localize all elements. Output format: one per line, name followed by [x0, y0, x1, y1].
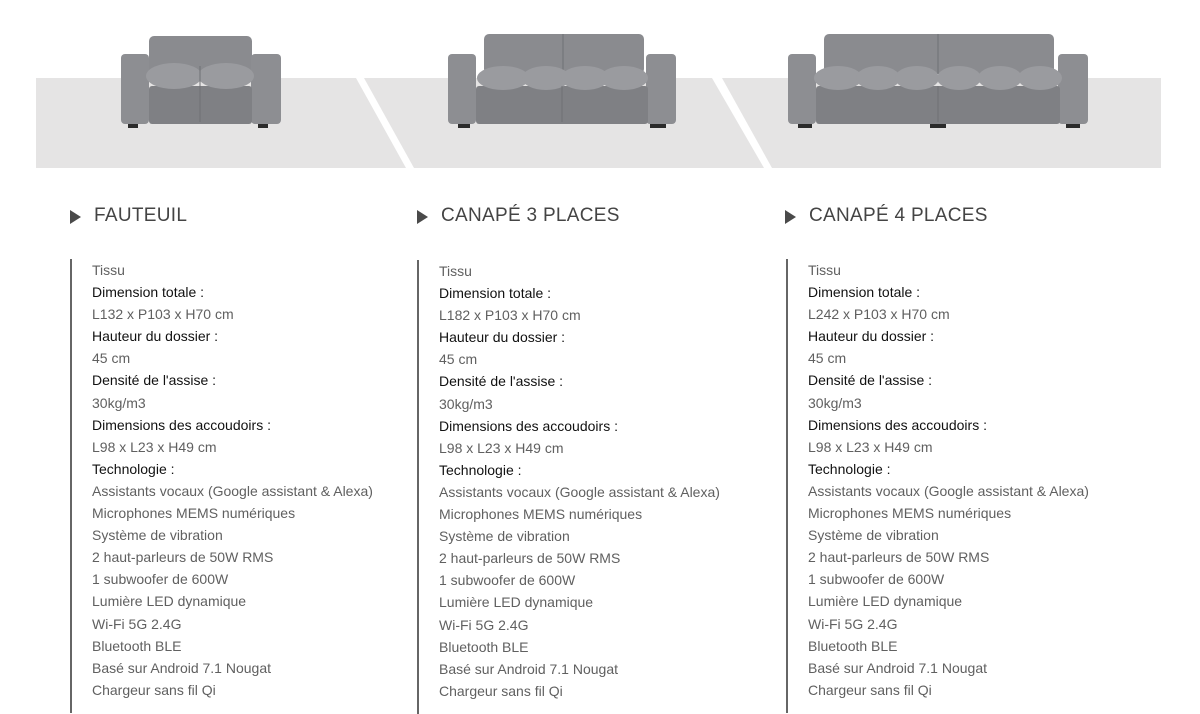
- spec-value: 30kg/m3: [439, 395, 493, 412]
- spec-value: Microphones MEMS numériques: [439, 506, 643, 523]
- product-title: [70, 200, 187, 232]
- spec-label: Hauteur du dossier :: [92, 328, 219, 345]
- spec-value: Bluetooth BLE: [439, 638, 529, 655]
- spec-value: Lumière LED dynamique: [439, 594, 594, 611]
- spec-value: Système de vibration: [439, 528, 570, 545]
- spec-value: Basé sur Android 7.1 Nougat: [92, 659, 272, 676]
- spec-value: Bluetooth BLE: [92, 637, 182, 654]
- spec-value: 45 cm: [92, 350, 131, 367]
- spec-value: 2 haut-parleurs de 50W RMS: [92, 549, 274, 566]
- spec-value: 2 haut-parleurs de 50W RMS: [439, 550, 621, 567]
- spec-value: 2 haut-parleurs de 50W RMS: [808, 549, 990, 566]
- product-column-canape-3-places: [417, 200, 620, 232]
- spec-value: Chargeur sans fil Qi: [808, 681, 932, 698]
- product-title: [417, 200, 620, 232]
- spec-value: 30kg/m3: [808, 394, 862, 411]
- spec-value: Wi-Fi 5G 2.4G: [439, 616, 529, 633]
- spec-label: Technologie :: [808, 460, 891, 477]
- product-banner: [0, 0, 1200, 180]
- triangle-right-icon: [417, 210, 428, 224]
- spec-value: L98 x L23 x H49 cm: [92, 438, 217, 455]
- spec-value: Wi-Fi 5G 2.4G: [92, 615, 182, 632]
- spec-value: 1 subwoofer de 600W: [808, 571, 945, 588]
- spec-value: Lumière LED dynamique: [92, 593, 247, 610]
- spec-value: 30kg/m3: [92, 394, 146, 411]
- spec-value: Assistants vocaux (Google assistant & Alexa): [808, 482, 1089, 499]
- spec-value: Tissu: [808, 262, 841, 278]
- spec-label: Hauteur du dossier :: [439, 329, 566, 346]
- spec-value: Système de vibration: [92, 527, 223, 544]
- spec-value: Microphones MEMS numériques: [808, 505, 1012, 522]
- spec-value: Basé sur Android 7.1 Nougat: [808, 659, 988, 676]
- spec-value: Lumière LED dynamique: [808, 593, 963, 610]
- spec-value: Tissu: [439, 263, 472, 279]
- triangle-right-icon: [70, 210, 81, 224]
- spec-value: L98 x L23 x H49 cm: [808, 438, 933, 455]
- spec-list-canape-4-places: [786, 259, 1089, 713]
- product-title-text: FAUTEUIL: [94, 205, 188, 226]
- spec-label: Dimension totale :: [439, 285, 552, 302]
- product-title-text: CANAPÉ 3 PLACES: [441, 205, 620, 226]
- spec-label: Densité de l'assise :: [92, 372, 217, 389]
- spec-label: Densité de l'assise :: [808, 372, 933, 389]
- triangle-right-icon: [785, 210, 796, 224]
- spec-value: Chargeur sans fil Qi: [92, 681, 216, 698]
- spec-list-canape-3-places: [417, 260, 720, 714]
- spec-value: Système de vibration: [808, 527, 939, 544]
- spec-label: Dimension totale :: [808, 284, 921, 301]
- spec-value: 45 cm: [439, 351, 478, 368]
- spec-value: Assistants vocaux (Google assistant & Alexa): [439, 483, 720, 500]
- spec-value: Microphones MEMS numériques: [92, 505, 296, 522]
- spec-value: Chargeur sans fil Qi: [439, 682, 563, 699]
- spec-value: 1 subwoofer de 600W: [92, 571, 229, 588]
- spec-label: Dimensions des accoudoirs :: [439, 417, 618, 434]
- spec-value: L182 x P103 x H70 cm: [439, 307, 581, 324]
- spec-value: L242 x P103 x H70 cm: [808, 306, 950, 323]
- spec-value: Assistants vocaux (Google assistant & Alexa): [92, 482, 373, 499]
- product-title-text: CANAPÉ 4 PLACES: [809, 205, 988, 226]
- spec-value: L132 x P103 x H70 cm: [92, 306, 234, 323]
- spec-label: Dimension totale :: [92, 284, 205, 301]
- spec-value: Wi-Fi 5G 2.4G: [808, 615, 898, 632]
- spec-value: Tissu: [92, 262, 125, 278]
- spec-label: Densité de l'assise :: [439, 373, 564, 390]
- spec-value: 45 cm: [808, 350, 847, 367]
- spec-list-fauteuil: [70, 259, 373, 713]
- spec-value: Bluetooth BLE: [808, 637, 898, 654]
- spec-label: Technologie :: [92, 460, 175, 477]
- spec-label: Hauteur du dossier :: [808, 328, 935, 345]
- spec-value: L98 x L23 x H49 cm: [439, 439, 564, 456]
- spec-value: 1 subwoofer de 600W: [439, 572, 576, 589]
- product-title: [785, 200, 988, 232]
- product-column-fauteuil: [70, 200, 187, 232]
- spec-label: Dimensions des accoudoirs :: [808, 416, 987, 433]
- spec-label: Technologie :: [439, 461, 522, 478]
- product-column-canape-4-places: [785, 200, 988, 232]
- sofa-4-places-image: [788, 34, 1088, 128]
- sofa-3-places-image: [448, 34, 676, 128]
- spec-value: Basé sur Android 7.1 Nougat: [439, 660, 619, 677]
- spec-label: Dimensions des accoudoirs :: [92, 416, 271, 433]
